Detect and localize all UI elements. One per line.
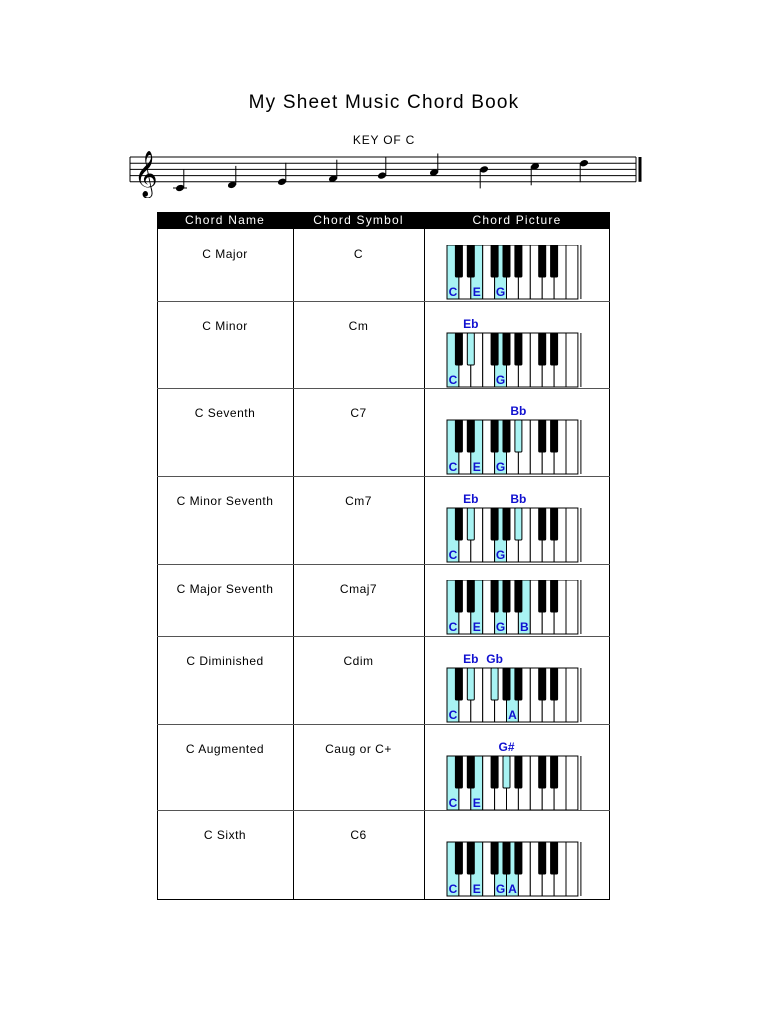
chord-symbol: C6 [350, 828, 367, 842]
note-label: E [472, 460, 481, 474]
black-key [491, 668, 498, 700]
black-key [515, 668, 522, 700]
row-separator [157, 564, 610, 565]
chord-symbol: Cmaj7 [339, 582, 378, 596]
black-key [467, 756, 474, 788]
piano-keyboard [446, 313, 588, 389]
black-key [539, 508, 546, 540]
header-chord-picture: Chord Picture [472, 213, 562, 227]
black-key [515, 580, 522, 612]
chord-symbol: C [353, 247, 364, 261]
black-key [455, 333, 462, 365]
treble-clef-icon: 𝄞 [134, 150, 158, 197]
note-label: C [448, 548, 458, 562]
row-separator [157, 476, 610, 477]
note-label: G [495, 285, 506, 299]
black-key [491, 756, 498, 788]
note-label: E [472, 620, 481, 634]
black-key [515, 508, 522, 540]
note-label: G [495, 460, 506, 474]
chord-symbol: Cm [348, 319, 369, 333]
chord-name: C Augmented [185, 742, 265, 756]
header-chord-name: Chord Name [184, 213, 266, 227]
note-label: Gb [486, 652, 503, 666]
black-key [491, 508, 498, 540]
note-label: Eb [463, 492, 479, 506]
chord-name: C Major [202, 247, 248, 261]
white-key [566, 420, 578, 474]
black-key [551, 756, 558, 788]
note-label: C [448, 285, 458, 299]
black-key [467, 420, 474, 452]
note-label: Eb [463, 317, 479, 331]
piano-keyboard [446, 580, 588, 656]
chord-name: C Major Seventh [176, 582, 274, 596]
black-key [539, 333, 546, 365]
black-key [467, 508, 474, 540]
black-key [503, 580, 510, 612]
note-label: E [472, 796, 481, 810]
piano-keyboard [446, 245, 588, 321]
black-key [515, 842, 522, 874]
black-key [455, 756, 462, 788]
black-key [467, 842, 474, 874]
row-separator [157, 810, 610, 811]
chord-name: C Sixth [203, 828, 247, 842]
chord-name: C Diminished [186, 654, 264, 668]
black-key [491, 420, 498, 452]
white-key [566, 842, 578, 896]
black-key [455, 420, 462, 452]
black-key [455, 508, 462, 540]
note-label: G [495, 548, 506, 562]
white-key [566, 756, 578, 810]
note-label: C [448, 796, 458, 810]
black-key [551, 842, 558, 874]
note-label: B [520, 620, 529, 634]
black-key [503, 842, 510, 874]
row-separator [157, 301, 610, 302]
note-label: C [448, 708, 458, 722]
white-key [566, 333, 578, 387]
note-label: C [448, 373, 458, 387]
black-key [503, 756, 510, 788]
black-key [539, 420, 546, 452]
piano-keyboard [446, 822, 588, 898]
key-label: KEY OF C [352, 133, 416, 147]
page-title: My Sheet Music Chord Book [248, 92, 520, 113]
chord-name: C Minor [202, 319, 248, 333]
black-key [503, 508, 510, 540]
piano-keyboard [446, 736, 588, 812]
note-label: C [448, 882, 458, 896]
white-key [566, 508, 578, 562]
note-label: C [448, 620, 458, 634]
chord-name: C Seventh [194, 406, 256, 420]
black-key [539, 668, 546, 700]
piano-keyboard [446, 648, 588, 724]
black-key [455, 245, 462, 277]
white-key [566, 668, 578, 722]
music-staff [128, 148, 643, 198]
black-key [455, 668, 462, 700]
note-label: G# [498, 740, 515, 754]
chord-symbol: Cdim [343, 654, 374, 668]
note-label: E [472, 285, 481, 299]
black-key [467, 580, 474, 612]
row-separator [157, 724, 610, 725]
black-key [455, 580, 462, 612]
black-key [455, 842, 462, 874]
row-separator [157, 388, 610, 389]
black-key [539, 756, 546, 788]
black-key [491, 245, 498, 277]
black-key [551, 245, 558, 277]
white-key [566, 245, 578, 299]
black-key [515, 420, 522, 452]
piano-keyboard [446, 400, 588, 476]
note-label: C [448, 460, 458, 474]
chord-symbol: Caug or C+ [325, 742, 392, 756]
note-label: Eb [463, 652, 479, 666]
black-key [515, 756, 522, 788]
table-header [157, 212, 610, 229]
note-label: A [508, 882, 517, 896]
black-key [539, 245, 546, 277]
black-key [551, 668, 558, 700]
black-key [551, 420, 558, 452]
black-key [515, 333, 522, 365]
black-key [503, 668, 510, 700]
chord-table [157, 212, 610, 900]
black-key [551, 333, 558, 365]
chord-symbol: C7 [350, 406, 367, 420]
black-key [491, 580, 498, 612]
black-key [467, 245, 474, 277]
black-key [503, 245, 510, 277]
note-label: E [472, 882, 481, 896]
header-chord-symbol: Chord Symbol [313, 213, 404, 227]
chord-symbol: Cm7 [345, 494, 372, 508]
row-separator [157, 636, 610, 637]
black-key [539, 580, 546, 612]
black-key [503, 420, 510, 452]
chord-name: C Minor Seventh [176, 494, 274, 508]
white-key [566, 580, 578, 634]
black-key [551, 580, 558, 612]
note-label: A [508, 708, 517, 722]
note-label: G [495, 620, 506, 634]
note-label: Bb [510, 492, 527, 506]
black-key [539, 842, 546, 874]
piano-keyboard [446, 488, 588, 564]
note-label: G [495, 373, 506, 387]
black-key [467, 333, 474, 365]
black-key [491, 842, 498, 874]
black-key [491, 333, 498, 365]
note-label: Bb [510, 404, 527, 418]
note-label: G [495, 882, 506, 896]
black-key [503, 333, 510, 365]
black-key [515, 245, 522, 277]
black-key [467, 668, 474, 700]
black-key [551, 508, 558, 540]
